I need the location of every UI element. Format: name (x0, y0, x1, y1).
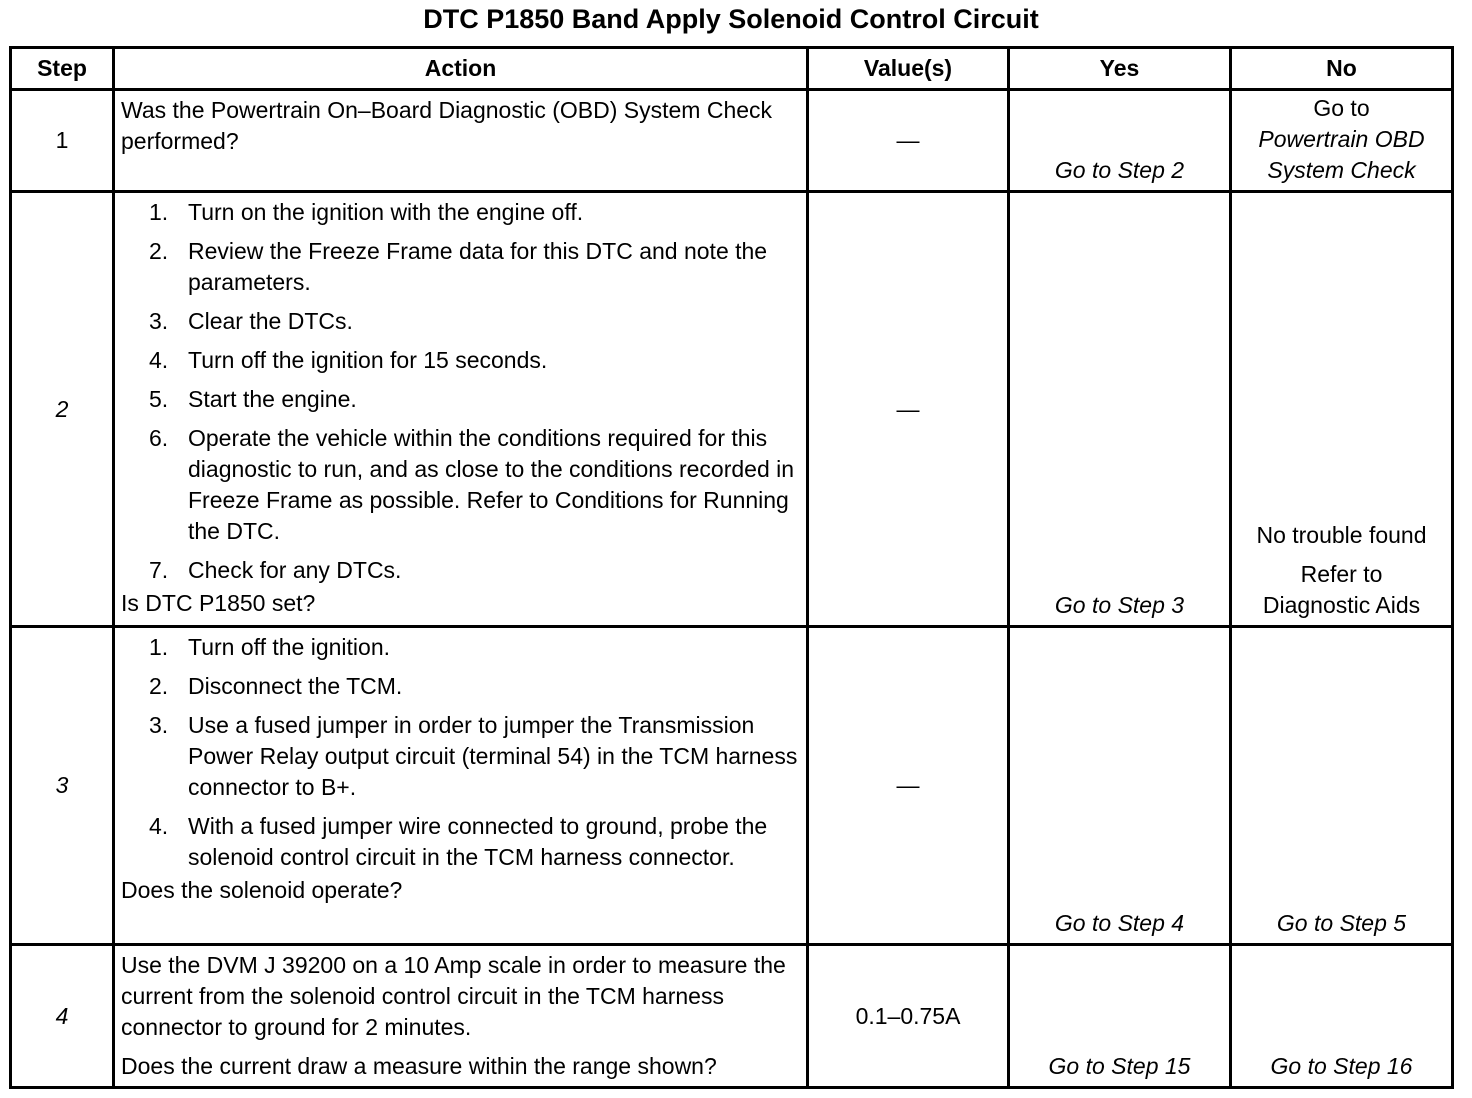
action-cell (114, 945, 808, 1088)
action-step: 2. Disconnect the TCM. (149, 673, 403, 699)
yes-cell: Go to Step 4 (1009, 627, 1231, 945)
action-step: 1. Turn on the ignition with the engine off. (149, 199, 584, 225)
yes-cell: Go to Step 15 (1009, 945, 1231, 1088)
action-question: Is DTC P1850 set? (121, 590, 316, 616)
action-cell (114, 90, 808, 192)
header-row (11, 48, 1453, 90)
action-step: 3. Use a fused jumper in order to jumper the Transmission Power Relay output circuit (terminal 54) in the TCM harness connector to B+. (149, 712, 798, 800)
action-step: 3. Clear the DTCs. (149, 308, 353, 334)
action-question: Does the solenoid operate? (121, 877, 403, 903)
table-row (11, 945, 1453, 1088)
action-question: Does the current draw a measure within the range shown? (121, 1053, 717, 1079)
action-steps (121, 632, 800, 873)
value-cell: — (808, 90, 1009, 192)
value-cell: 0.1–0.75A (808, 945, 1009, 1088)
header-action: Action (114, 48, 808, 90)
action-step: 2. Review the Freeze Frame data for this DTC and note the parameters. (149, 238, 768, 295)
action-step: 1. Turn off the ignition. (149, 634, 391, 660)
header-values: Value(s) (808, 48, 1009, 90)
document-title: DTC P1850 Band Apply Solenoid Control Circuit (423, 4, 1039, 34)
table-row (11, 627, 1453, 945)
no-line: Powertrain OBD (1258, 126, 1425, 152)
header-yes: Yes (1009, 48, 1231, 90)
no-cell (1231, 192, 1453, 627)
action-step: 4. Turn off the ignition for 15 seconds. (149, 347, 548, 373)
action-step: 5. Start the engine. (149, 386, 357, 412)
action-text: Was the Powertrain On–Board Diagnostic (OBD) System Check performed? (121, 97, 773, 154)
action-steps (121, 197, 800, 586)
action-cell (114, 627, 808, 945)
action-step: 7. Check for any DTCs. (149, 557, 402, 583)
step-number: 4 (11, 945, 114, 1088)
yes-cell: Go to Step 2 (1009, 90, 1231, 192)
no-line: Diagnostic Aids (1262, 592, 1421, 618)
step-number: 2 (11, 192, 114, 627)
diagnostic-table (9, 46, 1454, 1089)
no-line: No trouble found (1256, 522, 1427, 548)
value-cell: — (808, 627, 1009, 945)
no-line: Go to (1313, 95, 1370, 121)
header-step: Step (11, 48, 114, 90)
no-cell: Go to Step 5 (1231, 627, 1453, 945)
yes-cell: Go to Step 3 (1009, 192, 1231, 627)
step-number: 1 (11, 90, 114, 192)
action-cell (114, 192, 808, 627)
value-cell: — (808, 192, 1009, 627)
table-row (11, 192, 1453, 627)
no-line: Refer to (1300, 561, 1383, 587)
action-step: 6. Operate the vehicle within the conditions required for this diagnostic to run, and as close to the conditions recorded in Freeze Frame as possible. Refer to Conditions for Running the DTC. (149, 425, 795, 544)
no-line: System Check (1267, 157, 1416, 183)
step-number: 3 (11, 627, 114, 945)
no-cell: Go to Step 16 (1231, 945, 1453, 1088)
action-text: Use the DVM J 39200 on a 10 Amp scale in order to measure the current from the solenoid control circuit in the TCM harness connector to ground for 2 minutes. (121, 952, 786, 1040)
header-no: No (1231, 48, 1453, 90)
action-step: 4. With a fused jumper wire connected to ground, probe the solenoid control circuit in the TCM harness connector. (149, 813, 768, 870)
table-row (11, 90, 1453, 192)
no-cell (1231, 90, 1453, 192)
